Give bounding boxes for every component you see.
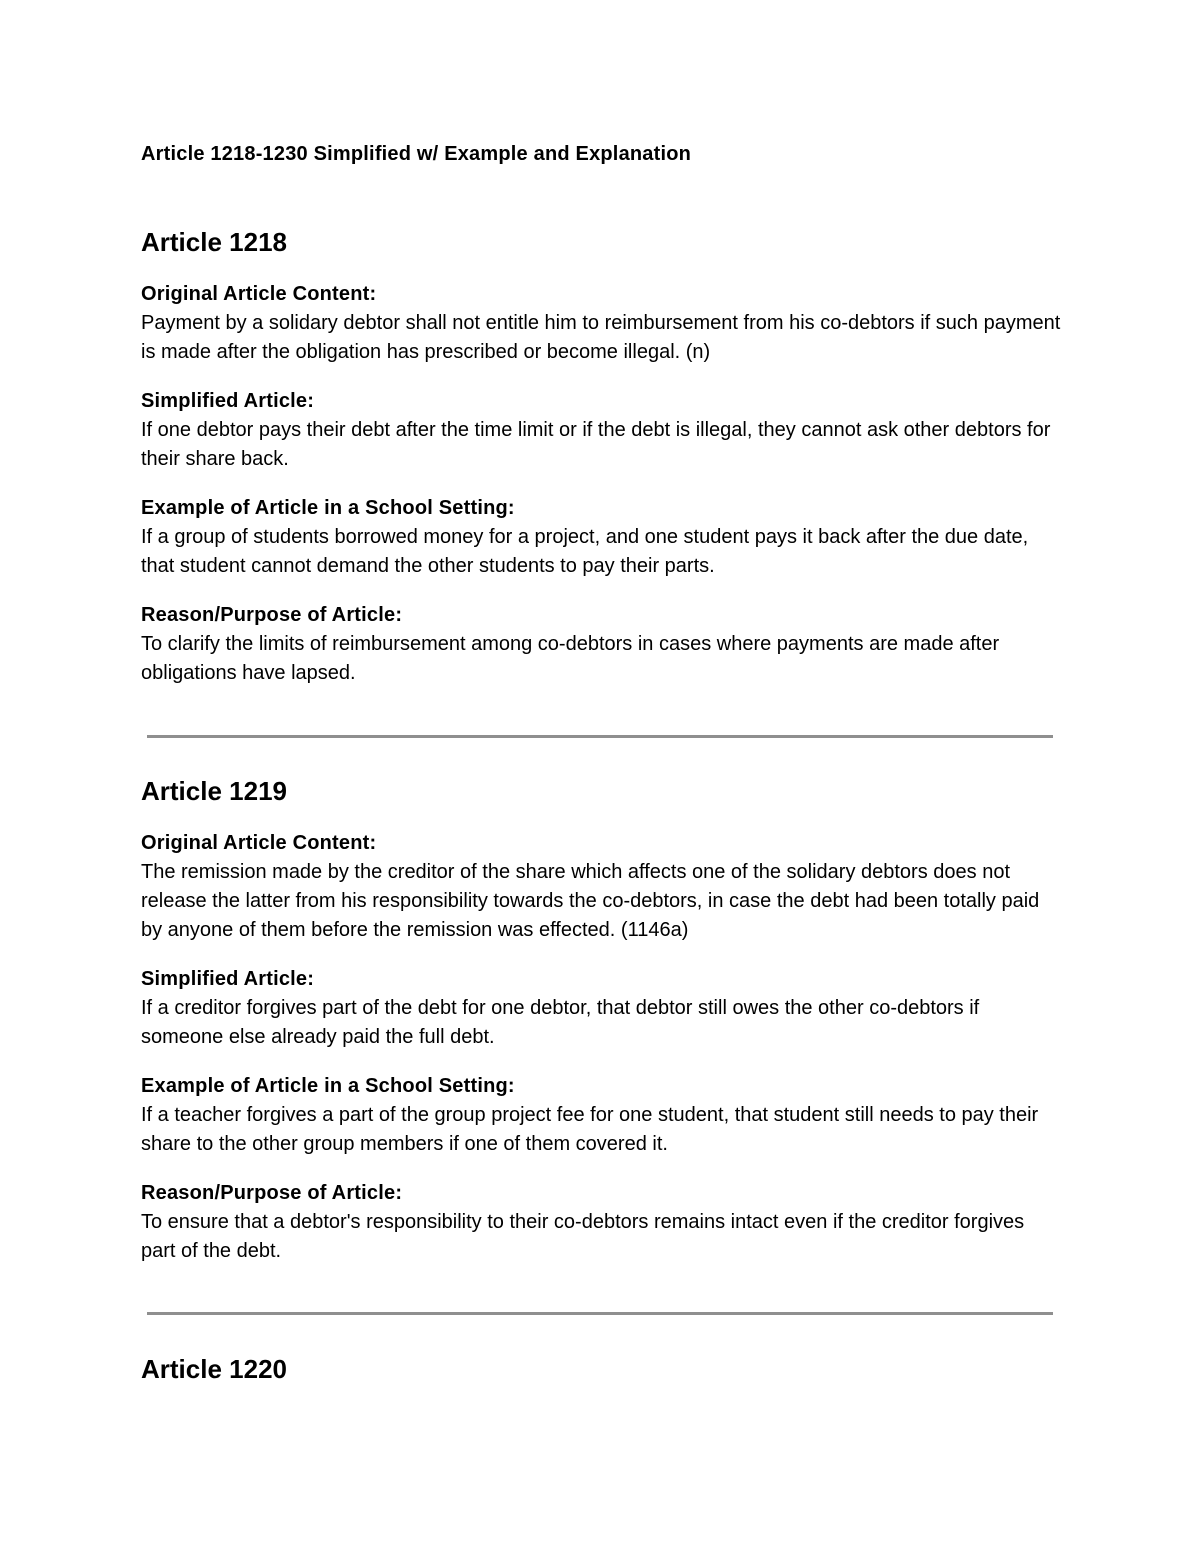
section-text: To clarify the limits of reimbursement among co-debtors in cases where payments are made after obligations have lapsed. [141,633,1000,684]
original-content-section [141,829,1061,945]
section-label: Original Article Content: [141,832,377,854]
section-label: Simplified Article: [141,968,315,990]
section-text: The remission made by the creditor of the share which affects one of the solidary debtors does not release the latter from his responsibility towards the co-debtors, in case the debt had been totally paid by anyone of them before the remission was effected. (1146a) [141,861,1040,941]
article-heading: Article 1218 [141,227,287,257]
section-text: Payment by a solidary debtor shall not entitle him to reimbursement from his co-debtors if such payment is made after the obligation has prescribed or become illegal. (n) [141,312,1061,363]
section-text: If a teacher forgives a part of the group project fee for one student, that student still needs to pay their share to the other group members if one of them covered it. [141,1104,1039,1155]
article-heading: Article 1219 [141,776,287,806]
section-text: If a group of students borrowed money for a project, and one student pays it back after the due date, that student cannot demand the other students to pay their parts. [141,526,1029,577]
section-text: If a creditor forgives part of the debt for one debtor, that debtor still owes the other co-debtors if someone else already paid the full debt. [141,997,980,1048]
section-text: To ensure that a debtor's responsibility to their co-debtors remains intact even if the creditor forgives part of the debt. [141,1211,1025,1262]
article-1218 [141,226,1061,708]
section-text: If one debtor pays their debt after the time limit or if the debt is illegal, they cannot ask other debtors for their share back. [141,419,1051,470]
section-label: Example of Article in a School Setting: [141,1075,515,1097]
article-heading: Article 1220 [141,1354,287,1384]
section-label: Simplified Article: [141,390,315,412]
section-label: Original Article Content: [141,283,377,305]
section-label: Reason/Purpose of Article: [141,604,403,626]
article-1219 [141,775,1061,1286]
example-section [141,494,1061,581]
document-title: Article 1218-1230 Simplified w/ Example and Explanation [141,143,692,165]
original-content-section [141,280,1061,367]
reason-section [141,1179,1061,1266]
section-divider [147,1312,1053,1315]
simplified-section [141,387,1061,474]
reason-section [141,601,1061,688]
article-1220 [141,1353,1061,1407]
section-label: Example of Article in a School Setting: [141,497,515,519]
simplified-section [141,965,1061,1052]
example-section [141,1072,1061,1159]
section-divider [147,735,1053,738]
section-label: Reason/Purpose of Article: [141,1182,403,1204]
